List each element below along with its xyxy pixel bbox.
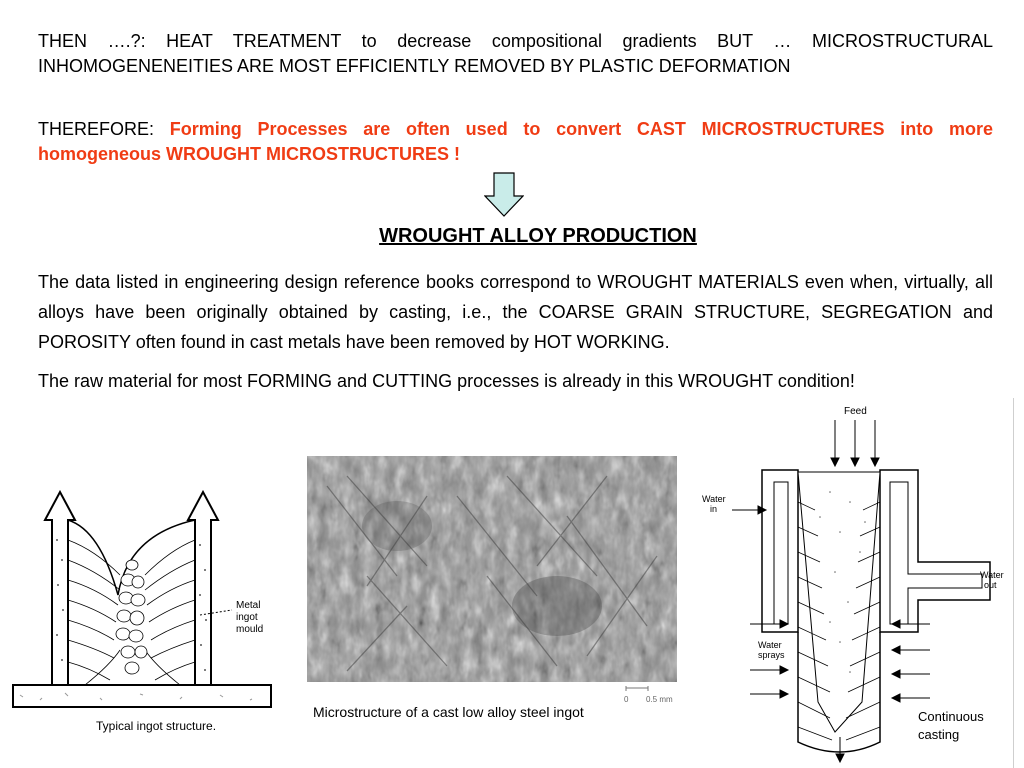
down-arrow-icon <box>484 172 524 218</box>
ingot-label-metal: Metal <box>236 600 261 611</box>
ingot-label-mould: mould <box>236 624 264 635</box>
sprays-label-1: Water <box>758 640 782 650</box>
ingot-structure-diagram <box>10 490 280 750</box>
scale-zero: 0 <box>624 695 629 704</box>
water-out-label-1: Water <box>980 570 1004 580</box>
water-in-label-1: Water <box>702 494 726 504</box>
cast-steel-micrograph <box>307 456 677 682</box>
water-in-label-2: in <box>710 504 718 514</box>
therefore-label: THEREFORE: <box>38 119 170 139</box>
therefore-highlight: Forming Processes are often used to convert CAST MICROSTRUCTURES into more homogeneous WROUGHT MICROSTRUCTURES ! <box>38 119 993 164</box>
ingot-label-ingot: ingot <box>236 612 258 623</box>
micrograph-caption: Microstructure of a cast low alloy steel ingot <box>313 704 584 720</box>
section-heading: WROUGHT ALLOY PRODUCTION <box>379 225 697 247</box>
intro-paragraph <box>38 29 993 79</box>
body-paragraph-1: The data listed in engineering design reference books correspond to WROUGHT MATERIALS even when, virtually, all alloys have been originally obtained by casting, i.e., the COARSE GRAIN STRUCTURE, SEGREGATION and POROSITY often found in cast metals have been removed by HOT WORKING. <box>38 272 993 352</box>
intro-text: THEN ….?: HEAT TREATMENT to decrease compositional gradients BUT … MICROSTRUCTURAL INHOMOGENENEITIES ARE MOST EFFICIENTLY REMOVED BY PLASTIC DEFORMATION <box>38 31 993 76</box>
micrograph-scale-bar <box>618 684 682 706</box>
continuous-casting-caption: Continuous casting <box>918 709 984 742</box>
right-edge-divider <box>1013 398 1014 768</box>
therefore-paragraph <box>38 117 993 167</box>
scale-value: 0.5 mm <box>646 695 673 704</box>
sprays-label-2: sprays <box>758 650 785 660</box>
feed-label: Feed <box>844 406 867 417</box>
water-out-label-2: out <box>984 580 997 590</box>
body-paragraph-2: The raw material for most FORMING and CUTTING processes is already in this WROUGHT condition! <box>38 371 855 391</box>
ingot-caption: Typical ingot structure. <box>96 719 217 733</box>
